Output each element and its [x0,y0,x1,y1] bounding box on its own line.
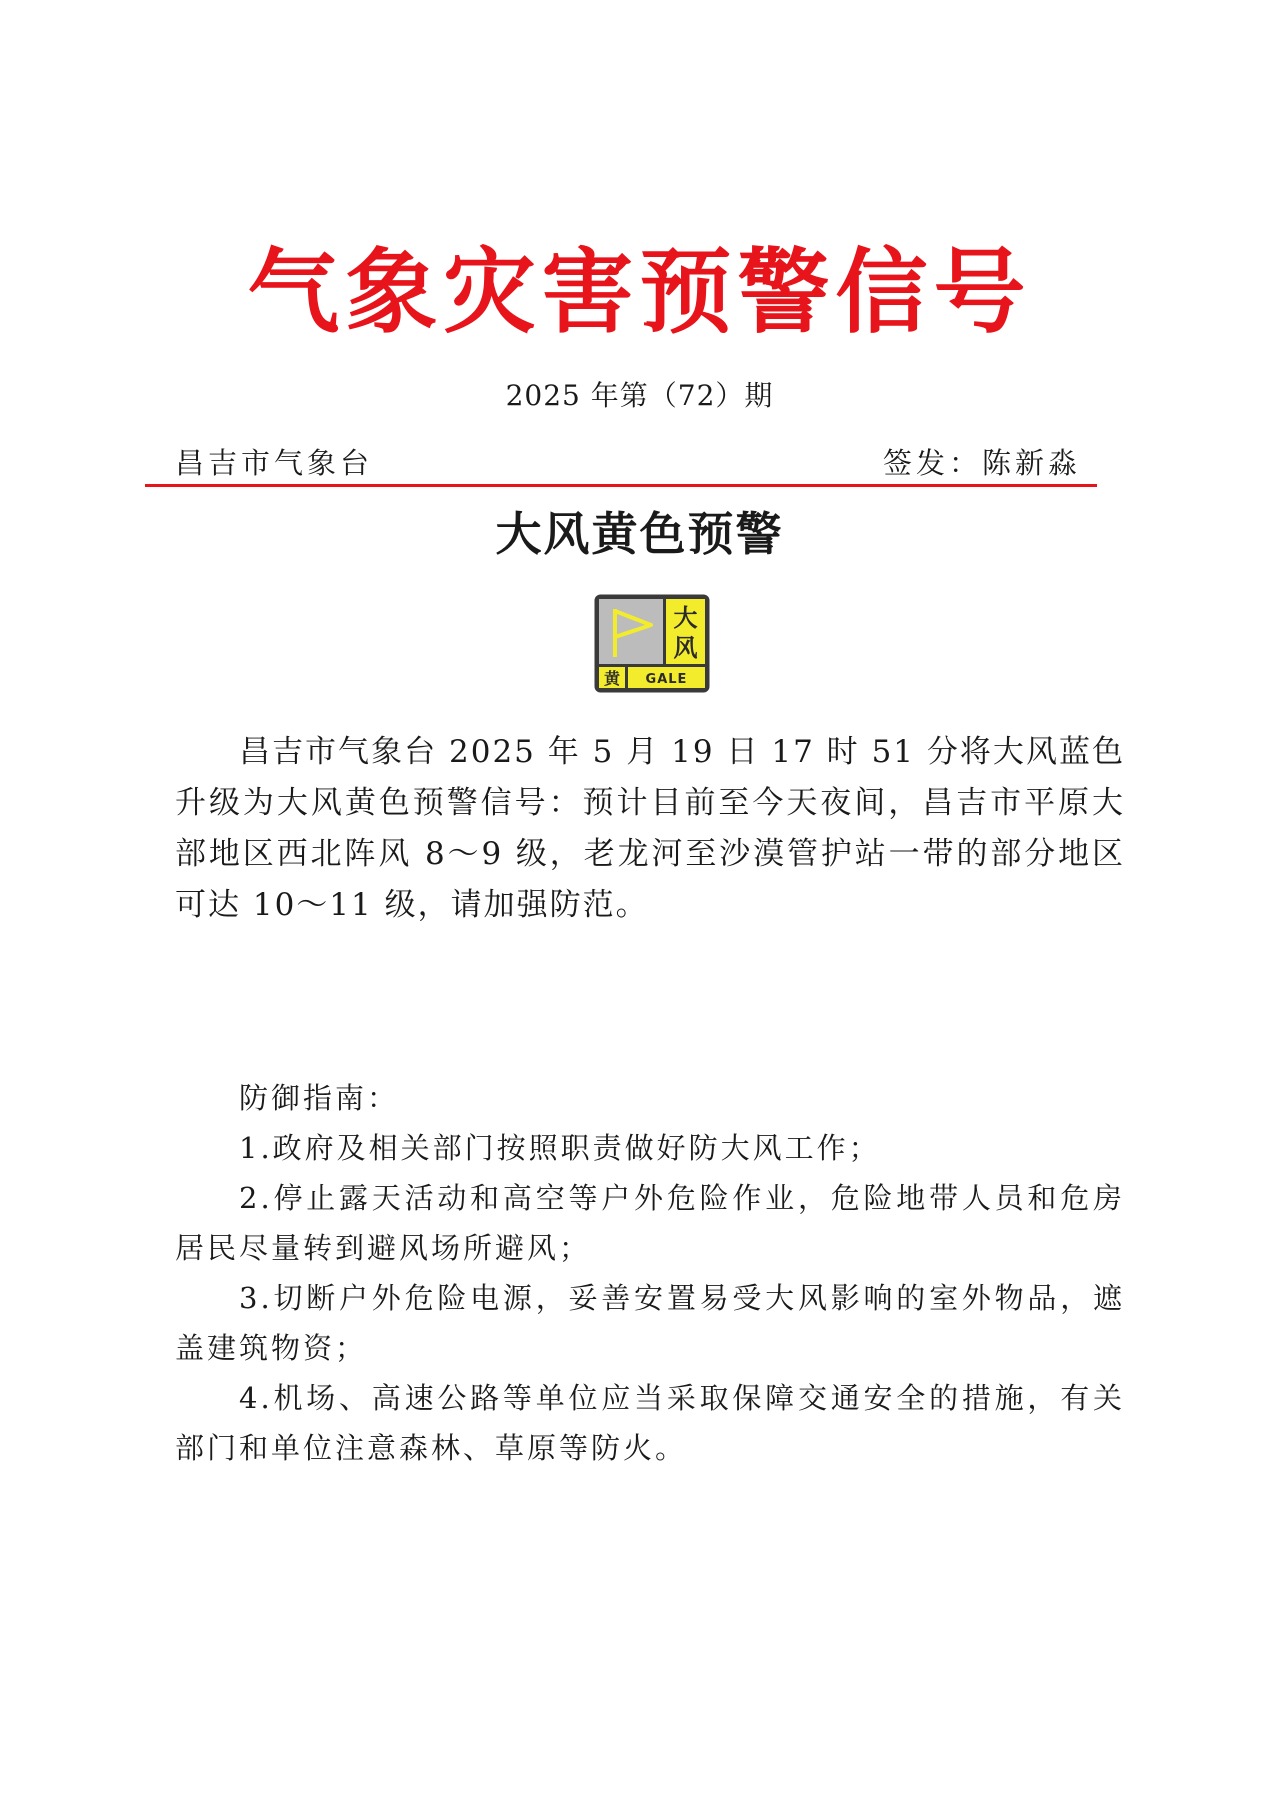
guide-item: 2.停止露天活动和高空等户外危险作业，危险地带人员和危房居民尽量转到避风场所避风； [175,1181,1125,1265]
guide-heading: 防御指南： [239,1081,400,1115]
document-title: 气象灾害预警信号 [247,239,1032,346]
warning-body: 昌吉市气象台 2025 年 5 月 19 日 17 时 51 分将大风蓝色升级为大风黄色预警信号：预计目前至今天夜间，昌吉市平原大部地区西北阵风 8～9 级，老龙河至沙漠管护站一带的部分地区可达 10～11 级，请加强防范。 [175,734,1125,923]
icon-label-bottom: 风 [673,634,698,662]
header-divider [145,484,1097,487]
defense-guide [175,1073,1125,1473]
issue-number: 2025 年第（72）期 [505,379,774,412]
signer: 签发：陈新淼 [882,446,1081,480]
issuing-agency: 昌吉市气象台 [175,446,374,480]
guide-item: 3.切断户外危险电源，妥善安置易受大风影响的室外物品，遮盖建筑物资； [175,1281,1125,1365]
icon-level-char: 黄 [603,669,621,688]
guide-item: 4.机场、高速公路等单位应当采取保障交通安全的措施，有关部门和单位注意森林、草原等防火。 [175,1381,1125,1465]
warning-title: 大风黄色预警 [495,507,784,561]
gale-yellow-signal-icon [593,593,711,694]
guide-item: 1.政府及相关部门按照职责做好防大风工作； [239,1131,881,1165]
icon-label-top: 大 [673,604,698,632]
icon-english-label: GALE [645,672,688,687]
